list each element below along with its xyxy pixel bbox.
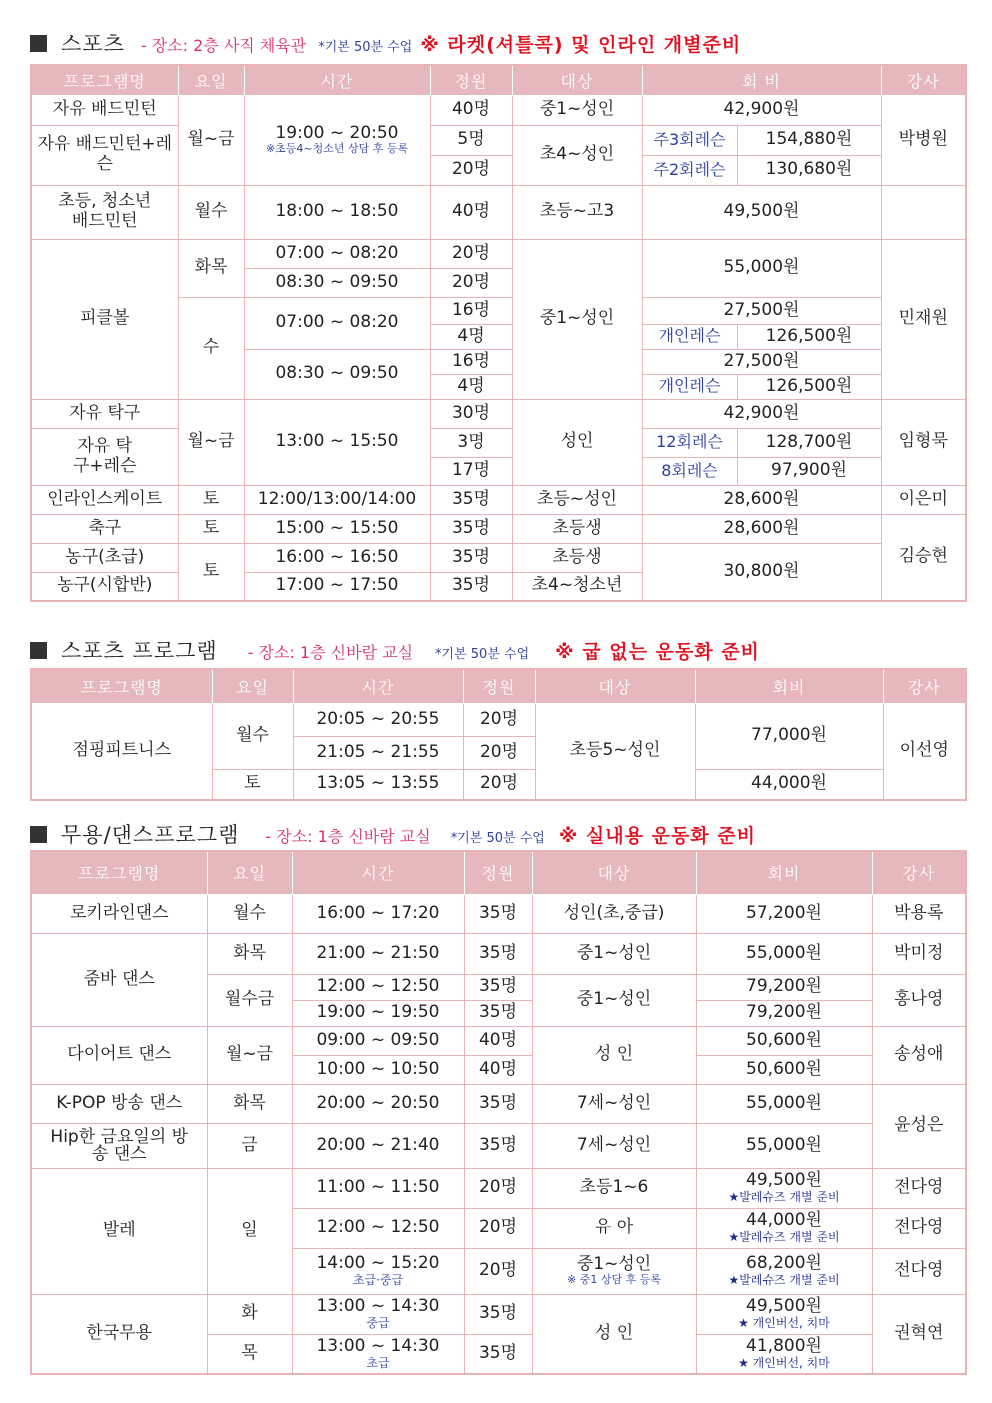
target: 중1~성인: [512, 95, 642, 125]
target: 중1~성인: [532, 974, 696, 1026]
table-row: [31, 399, 966, 428]
square-bullet-icon: [30, 35, 47, 52]
target: 성인: [512, 399, 642, 485]
capacity: 35명: [464, 1123, 532, 1168]
time: 19:00 ~ 19:50: [292, 1000, 464, 1026]
fee-note: ★ 개인버선, 치마: [738, 1315, 830, 1330]
capacity: 20명: [430, 155, 512, 185]
col-header-fee: 회비: [696, 851, 872, 894]
col-header-day: 요일: [207, 851, 292, 894]
time: 10:00 ~ 10:50: [292, 1055, 464, 1084]
capacity: 35명: [464, 1294, 532, 1334]
fee-text: 44,000원: [746, 1210, 822, 1231]
fee: 55,000원: [642, 239, 881, 297]
capacity: 20명: [463, 736, 535, 769]
section-location: - 장소: 2층 사직 체육관: [140, 36, 307, 55]
table-row: [31, 95, 966, 125]
time: [244, 95, 430, 185]
capacity: 20명: [464, 1248, 532, 1294]
table-row: [31, 485, 966, 514]
time: 12:00 ~ 12:50: [292, 974, 464, 1000]
program-name: 축구: [31, 514, 178, 543]
target: 성 인: [532, 1026, 696, 1084]
fee-text: 41,800원: [746, 1336, 822, 1357]
capacity: 16명: [430, 349, 512, 374]
table-row: [31, 185, 966, 239]
fee: 79,200원: [696, 1000, 872, 1026]
table-row: [31, 933, 966, 974]
fee: 154,880원: [737, 125, 881, 155]
fee: [696, 1208, 872, 1248]
teacher: 박용록: [872, 894, 966, 933]
time: 08:30 ~ 09:50: [244, 349, 430, 399]
sports-gym-table: [30, 64, 967, 602]
fee: 28,600원: [642, 514, 881, 543]
fee: 30,800원: [642, 543, 881, 601]
day: 화목: [178, 239, 244, 297]
fee: [696, 1168, 872, 1208]
table-row: [31, 1168, 966, 1208]
program-name: 농구(시합반): [31, 572, 178, 601]
time: 08:30 ~ 09:50: [244, 268, 430, 297]
capacity: 16명: [430, 297, 512, 324]
col-header-program: 프로그램명: [31, 669, 212, 703]
fee: 42,900원: [642, 95, 881, 125]
sports-program-table: [30, 668, 967, 801]
capacity: 35명: [430, 485, 512, 514]
target: 초등생: [512, 514, 642, 543]
capacity: 3명: [430, 428, 512, 457]
time: 21:05 ~ 21:55: [293, 736, 463, 769]
target: 초등~고3: [512, 185, 642, 239]
fee-note: ★발레슈즈 개별 준비: [728, 1189, 840, 1204]
program-name: 자유 배드민턴+레슨: [31, 125, 178, 185]
table-row: [31, 514, 966, 543]
col-header-fee: 회비: [695, 669, 883, 703]
fee: 130,680원: [737, 155, 881, 185]
capacity: 20명: [463, 769, 535, 800]
teacher: 윤성은: [872, 1084, 966, 1168]
fee-text: 49,500원: [746, 1170, 822, 1191]
time-text: 13:00 ~ 14:30: [316, 1336, 440, 1357]
col-header-capacity: 정원: [430, 65, 512, 95]
dance-program-table: [30, 850, 967, 1375]
fee: [696, 1248, 872, 1294]
teacher: 이은미: [881, 485, 966, 514]
capacity: 17명: [430, 457, 512, 485]
fee-label: 주3회레슨: [642, 125, 737, 155]
time: [292, 1294, 464, 1334]
fee: 126,500원: [737, 324, 881, 349]
program-name: 초등, 청소년 배드민턴: [31, 185, 178, 239]
time-note: 초급: [366, 1355, 390, 1370]
time: 09:00 ~ 09:50: [292, 1026, 464, 1055]
basic-note: *기본 50분 수업: [450, 831, 545, 846]
teacher: 전다영: [872, 1208, 966, 1248]
col-header-program: 프로그램명: [31, 65, 178, 95]
capacity: 4명: [430, 374, 512, 399]
table-row: [31, 428, 966, 457]
time: 16:00 ~ 17:20: [292, 894, 464, 933]
capacity: 35명: [464, 933, 532, 974]
program-name: 한국무용: [31, 1294, 207, 1374]
target: 초등1~6: [532, 1168, 696, 1208]
capacity: 35명: [464, 1334, 532, 1374]
time-note: 중급: [366, 1315, 390, 1330]
time: 21:00 ~ 21:50: [292, 933, 464, 974]
fee: 27,500원: [642, 297, 881, 324]
col-header-target: 대상: [535, 669, 695, 703]
fee: 50,600원: [696, 1026, 872, 1055]
day: 월수: [212, 703, 293, 769]
time: 13:05 ~ 13:55: [293, 769, 463, 800]
col-header-day: 요일: [212, 669, 293, 703]
capacity: 20명: [430, 268, 512, 297]
table-row: [31, 1294, 966, 1334]
day: 화목: [207, 933, 292, 974]
section-location: - 장소: 1층 신바람 교실: [247, 643, 414, 662]
target-text: 중1~성인: [576, 1253, 652, 1274]
day: 월~금: [178, 399, 244, 485]
time-text: 19:00 ~ 20:50: [275, 122, 399, 143]
fee: 57,200원: [696, 894, 872, 933]
teacher: 민재원: [881, 239, 966, 399]
col-header-program: 프로그램명: [31, 851, 207, 894]
time: 17:00 ~ 17:50: [244, 572, 430, 601]
target: 초등~성인: [512, 485, 642, 514]
basic-note: *기본 50분 수업: [318, 40, 413, 55]
col-header-time: 시간: [244, 65, 430, 95]
program-name: 자유 탁구+레슨: [31, 428, 178, 485]
col-header-capacity: 정원: [464, 851, 532, 894]
capacity: 20명: [463, 703, 535, 736]
target: 성 인: [532, 1294, 696, 1374]
section-title: 스포츠: [61, 32, 125, 56]
teacher-empty: [881, 185, 966, 239]
day: 토: [178, 485, 244, 514]
square-bullet-icon: [30, 642, 47, 659]
fee-label: 개인레슨: [642, 374, 737, 399]
fee: 49,500원: [642, 185, 881, 239]
time: 07:00 ~ 08:20: [244, 239, 430, 268]
capacity: 35명: [430, 514, 512, 543]
time: [292, 1248, 464, 1294]
table-row: [31, 543, 966, 572]
capacity: 30명: [430, 399, 512, 428]
teacher: 송성애: [872, 1026, 966, 1084]
col-header-time: 시간: [293, 669, 463, 703]
teacher: 김승현: [881, 514, 966, 601]
time: 12:00 ~ 12:50: [292, 1208, 464, 1248]
capacity: 35명: [430, 543, 512, 572]
fee: 28,600원: [642, 485, 881, 514]
time-text: 14:00 ~ 15:20: [316, 1253, 440, 1274]
fee: 55,000원: [696, 1084, 872, 1123]
day: 월수: [207, 894, 292, 933]
fee-note: ★ 개인버선, 치마: [738, 1355, 830, 1370]
day: 월수: [178, 185, 244, 239]
section-header: [30, 825, 756, 846]
col-header-target: 대상: [512, 65, 642, 95]
col-header-teacher: 강사: [883, 669, 966, 703]
table-row: [31, 1084, 966, 1123]
section-header: [30, 34, 741, 55]
fee-label: 개인레슨: [642, 324, 737, 349]
program-name: 자유 탁구: [31, 399, 178, 428]
time: 11:00 ~ 11:50: [292, 1168, 464, 1208]
table-row: [31, 125, 966, 155]
fee-label: 8회레슨: [642, 457, 737, 485]
day: 금: [207, 1123, 292, 1168]
program-name: Hip한 금요일의 방송 댄스: [31, 1123, 207, 1168]
warning-note: ※ 라켓(셔틀콕) 및 인라인 개별준비: [420, 34, 742, 56]
fee: 77,000원: [695, 703, 883, 769]
time-note: ※초등4~청소년 상담 후 등록: [265, 142, 409, 156]
program-name: 다이어트 댄스: [31, 1026, 207, 1084]
col-header-capacity: 정원: [463, 669, 535, 703]
day: 일: [207, 1168, 292, 1294]
teacher: 박미정: [872, 933, 966, 974]
fee-text: 68,200원: [746, 1253, 822, 1274]
capacity: 20명: [464, 1168, 532, 1208]
capacity: 5명: [430, 125, 512, 155]
time: 07:00 ~ 08:20: [244, 297, 430, 349]
target: 중1~성인: [532, 933, 696, 974]
fee: 79,200원: [696, 974, 872, 1000]
fee: 128,700원: [737, 428, 881, 457]
time-note: 초급·중급: [352, 1272, 404, 1287]
target: 초등생: [512, 543, 642, 572]
time: [292, 1334, 464, 1374]
fee-label: 12회레슨: [642, 428, 737, 457]
target: 유 아: [532, 1208, 696, 1248]
day: 토: [178, 543, 244, 601]
day: 월~금: [178, 95, 244, 185]
time: 12:00/13:00/14:00: [244, 485, 430, 514]
table-row: [31, 239, 966, 268]
teacher: 전다영: [872, 1168, 966, 1208]
day: 수: [178, 297, 244, 399]
square-bullet-icon: [30, 826, 47, 843]
time: 20:00 ~ 20:50: [292, 1084, 464, 1123]
capacity: 35명: [464, 1000, 532, 1026]
fee: [696, 1334, 872, 1374]
time-text: 13:00 ~ 14:30: [316, 1296, 440, 1317]
day: 화: [207, 1294, 292, 1334]
capacity: 4명: [430, 324, 512, 349]
table-row: [31, 703, 966, 736]
fee: 55,000원: [696, 1123, 872, 1168]
capacity: 35명: [430, 572, 512, 601]
fee-text: 49,500원: [746, 1296, 822, 1317]
col-header-fee: 회 비: [642, 65, 881, 95]
target-note: ※ 중1 상담 후 등록: [567, 1273, 661, 1287]
section-title: 스포츠 프로그램: [61, 639, 218, 663]
program-name: 줌바 댄스: [31, 933, 207, 1026]
time: 18:00 ~ 18:50: [244, 185, 430, 239]
col-header-teacher: 강사: [881, 65, 966, 95]
day: 토: [212, 769, 293, 800]
col-header-day: 요일: [178, 65, 244, 95]
capacity: 40명: [464, 1055, 532, 1084]
warning-note: ※ 실내용 운동화 준비: [558, 825, 756, 847]
program-name: 로키라인댄스: [31, 894, 207, 933]
capacity: 40명: [430, 185, 512, 239]
capacity: 20명: [430, 239, 512, 268]
fee: 44,000원: [695, 769, 883, 800]
fee-note: ★발레슈즈 개별 준비: [728, 1229, 840, 1244]
target: [532, 1248, 696, 1294]
time: 20:00 ~ 21:40: [292, 1123, 464, 1168]
table-row: [31, 894, 966, 933]
fee: 50,600원: [696, 1055, 872, 1084]
fee-note: ★발레슈즈 개별 준비: [728, 1272, 840, 1287]
target: 초등5~성인: [535, 703, 695, 800]
fee: 126,500원: [737, 374, 881, 399]
program-name: 피클볼: [31, 239, 178, 399]
capacity: 40명: [430, 95, 512, 125]
target: 초4~청소년: [512, 572, 642, 601]
target: 초4~성인: [512, 125, 642, 185]
target: 7세~성인: [532, 1084, 696, 1123]
section-location: - 장소: 1층 신바람 교실: [265, 827, 431, 846]
program-name: 자유 배드민턴: [31, 95, 178, 125]
time: 20:05 ~ 20:55: [293, 703, 463, 736]
warning-note: ※ 굽 없는 운동화 준비: [555, 641, 760, 663]
time: 16:00 ~ 16:50: [244, 543, 430, 572]
program-name: K-POP 방송 댄스: [31, 1084, 207, 1123]
teacher: 이선영: [883, 703, 966, 800]
target: 7세~성인: [532, 1123, 696, 1168]
fee: [696, 1294, 872, 1334]
day: 목: [207, 1334, 292, 1374]
fee: 27,500원: [642, 349, 881, 374]
target: 성인(초,중급): [532, 894, 696, 933]
table-row: [31, 1026, 966, 1055]
capacity: 35명: [464, 974, 532, 1000]
table-row: [31, 1123, 966, 1168]
basic-note: *기본 50분 수업: [435, 647, 530, 662]
fee: 42,900원: [642, 399, 881, 428]
teacher: 권혁연: [872, 1294, 966, 1374]
capacity: 40명: [464, 1026, 532, 1055]
capacity: 35명: [464, 1084, 532, 1123]
day: 화목: [207, 1084, 292, 1123]
target: 중1~성인: [512, 239, 642, 399]
fee-label: 주2회레슨: [642, 155, 737, 185]
day: 월수금: [207, 974, 292, 1026]
teacher: 박병원: [881, 95, 966, 185]
program-name: 인라인스케이트: [31, 485, 178, 514]
fee: 97,900원: [737, 457, 881, 485]
teacher: 홍나영: [872, 974, 966, 1026]
fee: 55,000원: [696, 933, 872, 974]
section-header: [30, 641, 760, 662]
col-header-time: 시간: [292, 851, 464, 894]
col-header-teacher: 강사: [872, 851, 966, 894]
program-name: 농구(초급): [31, 543, 178, 572]
program-name: 발레: [31, 1168, 207, 1294]
teacher: 전다영: [872, 1248, 966, 1294]
col-header-target: 대상: [532, 851, 696, 894]
time: 13:00 ~ 15:50: [244, 399, 430, 485]
capacity: 35명: [464, 894, 532, 933]
capacity: 20명: [464, 1208, 532, 1248]
time: 15:00 ~ 15:50: [244, 514, 430, 543]
day: 월~금: [207, 1026, 292, 1084]
section-title: 무용/댄스프로그램: [61, 823, 240, 847]
program-name: 점핑피트니스: [31, 703, 212, 800]
teacher: 임형묵: [881, 399, 966, 485]
day: 토: [178, 514, 244, 543]
